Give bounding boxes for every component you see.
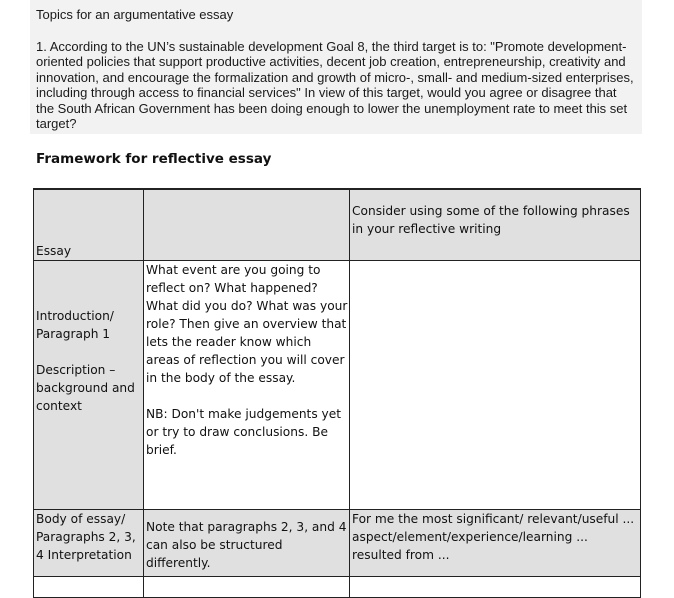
body-label-cell: Body of essay/ Paragraphs 2, 3, 4 Interpretation bbox=[34, 510, 144, 577]
table-row-next bbox=[34, 577, 641, 598]
table-header-row bbox=[34, 189, 641, 261]
intro-guidance-text: What event are you going to reflect on? What happened? What did you do? What was your role? Then give an overview that lets the reader know which areas of reflection you will cover in the body of the essay. bbox=[146, 263, 348, 385]
body-phrases-cell bbox=[350, 510, 641, 577]
intro-guidance-cell bbox=[144, 261, 350, 510]
table-row-body bbox=[34, 510, 641, 577]
header-cell-phrases: Consider using some of the following phrases in your reflective writing bbox=[350, 189, 641, 261]
intro-note-text: NB: Don't make judgements yet or try to draw conclusions. Be brief. bbox=[146, 407, 342, 457]
intro-description-label: Description – background and context bbox=[36, 363, 135, 413]
topics-heading: Topics for an argumentative essay bbox=[36, 7, 234, 22]
topic-item-1: 1. According to the UN’s sustainable development Goal 8, the third target is to: "Promote development-oriented policies that support productive activities, decent job creation, entrepreneurship, creativity and innovation, and encourage the formalization and growth of micro-, small- and medium-sized enterprises, including through access to financial services" In view of this target, would you agree or disagree that the South African Government has been doing enough to lower the unemployment rate to meet this set target? bbox=[36, 38, 634, 131]
framework-heading: Framework for reflective essay bbox=[36, 151, 272, 167]
table-row-introduction bbox=[34, 261, 641, 510]
body-phrase-2: aspect/element/experience/learning ... bbox=[352, 530, 588, 544]
intro-phrases-cell bbox=[350, 261, 641, 510]
body-guidance-cell: Note that paragraphs 2, 3, and 4 can also be structured differently. bbox=[144, 510, 350, 577]
framework-table bbox=[33, 188, 641, 598]
intro-label: Introduction/ Paragraph 1 bbox=[36, 309, 114, 341]
topics-section bbox=[30, 0, 642, 134]
header-cell-essay: Essay bbox=[34, 189, 144, 261]
intro-label-cell bbox=[34, 261, 144, 510]
body-phrase-3: resulted from ... bbox=[352, 548, 450, 562]
header-cell-empty bbox=[144, 189, 350, 261]
body-phrase-1: For me the most significant/ relevant/useful ... bbox=[352, 512, 635, 526]
